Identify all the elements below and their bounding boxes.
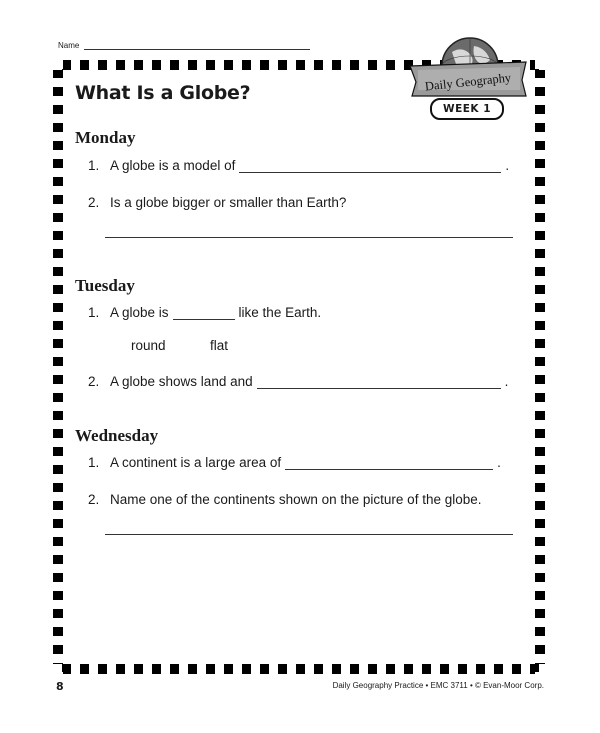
question-number: 2.	[88, 374, 100, 389]
question-text: A continent is a large area of	[110, 455, 282, 470]
question-number: 1.	[88, 455, 100, 470]
monday-question-1	[88, 158, 509, 173]
question-text: A globe shows land and	[110, 374, 253, 389]
question-end: .	[505, 158, 510, 173]
badge-text: Daily Geography	[424, 70, 512, 94]
name-label: Name	[58, 41, 80, 50]
question-text-after: like the Earth.	[238, 305, 322, 320]
question-number: 2.	[88, 195, 100, 210]
monday-heading: Monday	[75, 128, 136, 147]
question-number: 1.	[88, 158, 100, 173]
footer-credit: Daily Geography Practice • EMC 3711 • © Evan-Moor Corp.	[332, 681, 544, 690]
question-text: Name one of the continents shown on the picture of the globe.	[110, 492, 482, 507]
wednesday-question-2	[88, 492, 482, 507]
answer-blank[interactable]	[257, 376, 501, 389]
option-round[interactable]: round	[131, 338, 166, 353]
name-field-row	[58, 41, 310, 50]
answer-blank[interactable]	[173, 307, 235, 320]
name-input-line[interactable]	[84, 42, 310, 50]
monday-question-2	[88, 195, 346, 210]
question-number: 1.	[88, 305, 100, 320]
page-number: 8	[56, 680, 64, 693]
tuesday-question-1	[88, 305, 321, 320]
tuesday-heading: Tuesday	[75, 276, 135, 295]
question-number: 2.	[88, 492, 100, 507]
question-text: Is a globe bigger or smaller than Earth?	[110, 195, 347, 210]
question-end: .	[504, 374, 509, 389]
option-flat[interactable]: flat	[210, 338, 229, 353]
answer-line[interactable]	[105, 236, 513, 238]
tuesday-question-2	[88, 374, 508, 389]
question-end: .	[497, 455, 501, 470]
page-title: What Is a Globe?	[75, 82, 251, 104]
question-text: A globe is	[110, 305, 169, 320]
answer-line[interactable]	[105, 533, 513, 535]
answer-blank[interactable]	[285, 457, 493, 470]
wednesday-heading: Wednesday	[75, 426, 159, 445]
wednesday-question-1	[88, 455, 501, 470]
answer-blank[interactable]	[239, 160, 501, 173]
week-badge: WEEK 1	[430, 98, 504, 120]
question-text: A globe is a model of	[110, 158, 236, 173]
